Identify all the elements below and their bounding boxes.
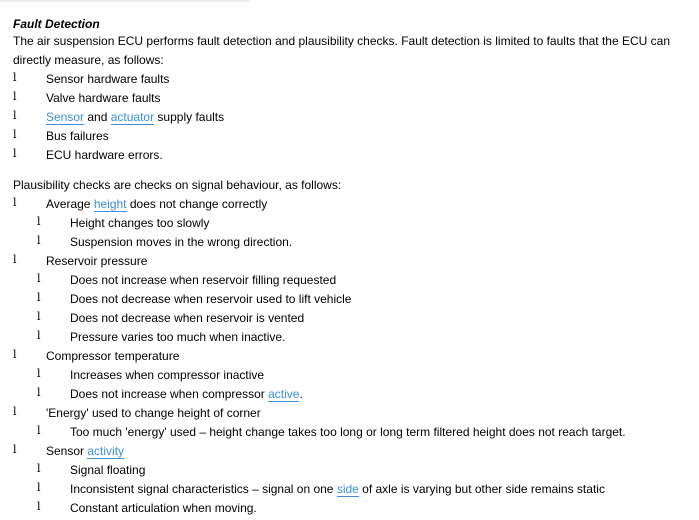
list-item-text: . [299,387,303,401]
list-item [13,404,693,423]
list-item-text: Signal floating [70,463,146,477]
sub-list-item [13,214,693,233]
list-item [13,108,693,127]
list-item-text: Does not increase when reservoir filling requested [70,273,337,287]
bullet-icon: l [13,147,17,160]
list-item [13,70,693,89]
sub-list-item [13,461,693,480]
sub-list-item [13,499,693,518]
bullet-icon: l [37,234,41,247]
page-title: Fault Detection [13,17,100,31]
bullet-icon: l [37,424,41,437]
list-item-text: ECU hardware errors. [46,148,163,162]
list-item-text: Does not increase when compressor [70,387,269,401]
sub-list-item [13,423,693,442]
list-item [13,195,693,214]
list-item-text: Sensor hardware faults [46,72,170,86]
list-item-text: Average [46,197,94,211]
list-item-text: Sensor [46,444,88,458]
bullet-icon: l [37,310,41,323]
list-item-text: Increases when compressor inactive [70,368,265,382]
sub-list-item [13,233,693,252]
list-item-text: 'Energy' used to change height of corner [46,406,261,420]
plausibility-list [13,195,693,518]
spacer [13,165,693,176]
sensor-link[interactable]: Sensor [46,110,85,124]
bullet-icon: l [13,253,17,266]
list-item [13,252,693,271]
bullet-icon: l [13,196,17,209]
list-item-text: Suspension moves in the wrong direction. [70,235,293,249]
list-item-text: Too much 'energy' used – height change takes too long or long term filtered height does not reach target. [70,425,626,439]
list-item-text: supply faults [154,110,225,124]
bullet-icon: l [13,109,17,122]
fault-list [13,70,693,165]
height-link[interactable]: height [93,197,127,211]
bullet-icon: l [37,215,41,228]
list-item-text: Inconsistent signal characteristics – signal on one [70,482,337,496]
bullet-icon: l [37,481,41,494]
plausibility-intro: Plausibility checks are checks on signal behaviour, as follows: [13,178,342,192]
bullet-icon: l [13,348,17,361]
bullet-icon: l [13,71,17,84]
top-divider [0,0,250,2]
intro-paragraph: The air suspension ECU performs fault detection and plausibility checks. Fault detection is limited to faults that the ECU can directly measure, as follows: [13,34,670,67]
active-link[interactable]: active [268,387,300,401]
side-link[interactable]: side [336,482,359,496]
bullet-icon: l [13,405,17,418]
bullet-icon: l [37,386,41,399]
sub-list-item [13,385,693,404]
list-item-text: Pressure varies too much when inactive. [70,330,286,344]
list-item [13,127,693,146]
bullet-icon: l [37,329,41,342]
list-item [13,146,693,165]
sub-list-item [13,271,693,290]
bullet-icon: l [37,462,41,475]
list-item-text: of axle is varying but other side remains static [358,482,605,496]
list-item-text: Bus failures [46,129,109,143]
bullet-icon: l [37,272,41,285]
sub-list-item [13,366,693,385]
list-item [13,347,693,366]
list-item [13,442,693,461]
sub-list-item [13,328,693,347]
bullet-icon: l [37,500,41,513]
document-body [13,16,693,518]
list-item-text: Valve hardware faults [46,91,161,105]
list-item-text: Compressor temperature [46,349,180,363]
bullet-icon: l [37,367,41,380]
bullet-icon: l [13,443,17,456]
sub-list-item [13,480,693,499]
sub-list-item [13,309,693,328]
list-item-text: Reservoir pressure [46,254,148,268]
bullet-icon: l [13,128,17,141]
list-item-text: does not change correctly [126,197,268,211]
sub-list-item [13,290,693,309]
bullet-icon: l [13,90,17,103]
list-item-text: Does not decrease when reservoir is vented [70,311,305,325]
activity-link[interactable]: activity [87,444,125,458]
list-item-text: Constant articulation when moving. [70,501,257,515]
actuator-link[interactable]: actuator [110,110,155,124]
list-item-text: Height changes too slowly [70,216,210,230]
list-item-text: and [84,110,111,124]
list-item [13,89,693,108]
list-item-text: Does not decrease when reservoir used to lift vehicle [70,292,352,306]
bullet-icon: l [37,291,41,304]
